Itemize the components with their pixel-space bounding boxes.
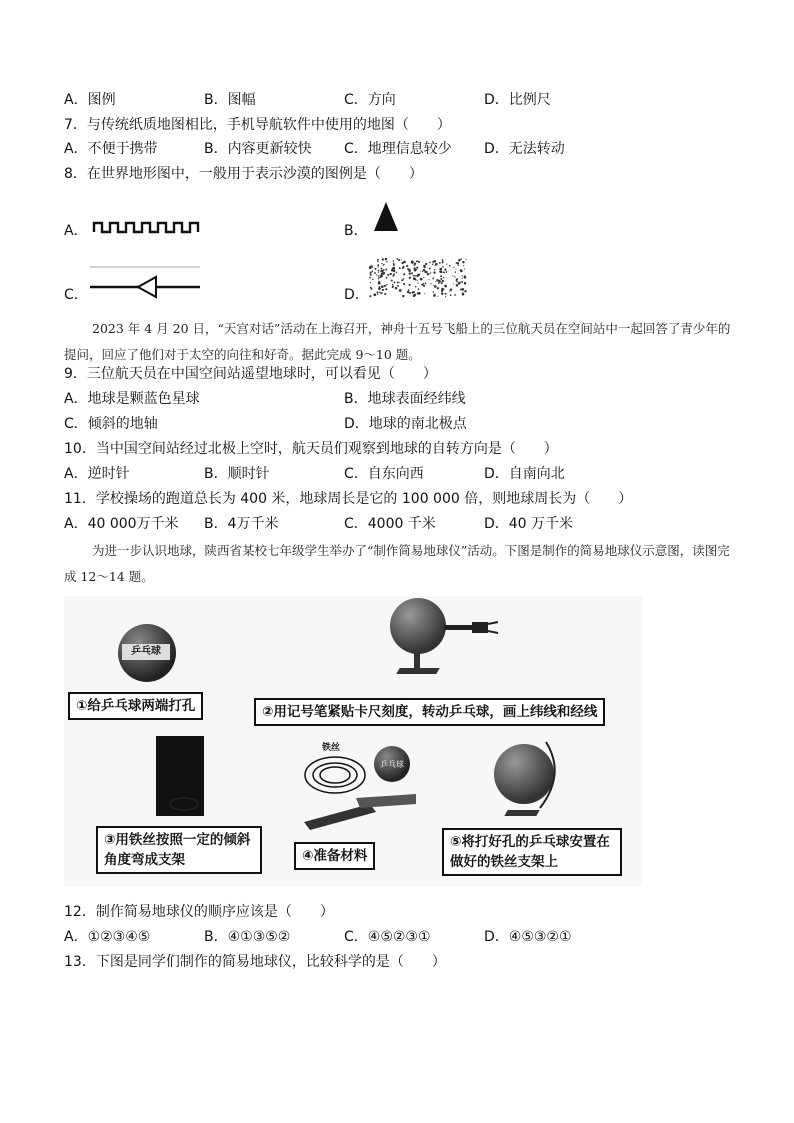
q10-option-c: C．自东向西 [344, 466, 424, 482]
step1-caption: ①给乒乓球两端打孔 [68, 692, 203, 720]
q8-option-b-label: B． [344, 223, 368, 239]
q7-option-a: A．不便于携带 [64, 141, 158, 157]
wire-loop-icon [164, 792, 204, 816]
step5-caption: ⑤将打好孔的乒乓球安置在做好的铁丝支架上 [442, 828, 622, 876]
q6-option-c: C．方向 [344, 92, 396, 108]
q7-option-d: D．无法转动 [484, 141, 565, 157]
q6-option-a: A．图例 [64, 92, 116, 108]
wire-label: 铁丝 [322, 743, 341, 753]
step3-caption: ③用铁丝按照一定的倾斜角度弯成支架 [96, 826, 262, 874]
q10-option-b: B．顺时针 [204, 466, 270, 482]
q12-option-d: D．④⑤③②① [484, 929, 572, 945]
q8-option-c-label: C． [64, 287, 88, 303]
wire-coil-icon [300, 750, 370, 800]
q10-stem: 10．当中国空间站经过北极上空时，航天员们观察到地球的自转方向是（ ） [64, 441, 558, 457]
q7-option-b: B．内容更新较快 [204, 141, 312, 157]
q6-option-b: B．图幅 [204, 92, 256, 108]
q9-option-b: B．地球表面经纬线 [344, 391, 466, 407]
ball-label: 乒乓球 [122, 644, 170, 660]
desert-dots-icon [368, 257, 468, 299]
globe-making-figure [64, 596, 642, 886]
q11-stem: 11．学校操场的跑道总长为 400 米，地球周长是它的 100 000 倍，则地球周长为（ ） [64, 491, 633, 507]
passage-tiangong: 2023 年 4 月 20 日，“天宫对话”活动在上海召开，神舟十五号飞船上的三位航天员在空间站中一起回答了青少年的提问，回应了他们对于太空的向往和好奇。据此完成 9～10 题。 [64, 321, 731, 362]
q12-stem: 12．制作简易地球仪的顺序应该是（ ） [64, 904, 334, 920]
pliers-ruler-icon [300, 794, 420, 834]
marker-pen-icon [442, 616, 502, 640]
q11-option-d: D．40 万千米 [484, 516, 574, 532]
q8-option-a-label: A． [64, 223, 88, 239]
q12-option-a: A．①②③④⑤ [64, 929, 151, 945]
globe-stand-arc-icon [488, 738, 562, 814]
q9-option-d: D．地球的南北极点 [344, 416, 467, 432]
railway-symbol-icon [88, 264, 202, 300]
step4-caption: ④准备材料 [294, 842, 375, 870]
step2-caption: ②用记号笔紧贴卡尺刻度，转动乒乓球，画上纬线和经线 [254, 698, 605, 726]
q11-option-c: C．4000 千米 [344, 516, 436, 532]
q10-option-d: D．自南向北 [484, 466, 565, 482]
q11-option-b: B．4万千米 [204, 516, 279, 532]
q12-option-c: C．④⑤②③① [344, 929, 431, 945]
q12-option-b: B．④①③⑤② [204, 929, 291, 945]
mountain-peak-icon [372, 200, 400, 232]
q9-stem: 9．三位航天员在中国空间站遥望地球时，可以看见（ ） [64, 366, 437, 382]
small-ball-label: 乒乓球 [380, 760, 404, 769]
stand-base [396, 668, 439, 674]
passage-globe-activity: 为进一步认识地球，陕西省某校七年级学生举办了“制作简易地球仪”活动。下图是制作的简易地球仪示意图，读图完成 12～14 题。 [64, 543, 730, 584]
q7-option-c: C．地理信息较少 [344, 141, 452, 157]
q8-option-d-label: D． [344, 287, 369, 303]
q11-option-a: A．40 000万千米 [64, 516, 179, 532]
q13-stem: 13．下图是同学们制作的简易地球仪，比较科学的是（ ） [64, 954, 446, 970]
marked-ball-image [390, 598, 446, 654]
q6-option-d: D．比例尺 [484, 92, 551, 108]
globe-base [504, 810, 539, 816]
q10-option-a: A．逆时针 [64, 466, 130, 482]
q8-stem: 8．在世界地形图中，一般用于表示沙漠的图例是（ ） [64, 166, 423, 182]
q9-option-a: A．地球是颗蓝色星球 [64, 391, 200, 407]
q7-stem: 7．与传统纸质地图相比，手机导航软件中使用的地图（ ） [64, 117, 451, 133]
q9-option-c: C．倾斜的地轴 [64, 416, 158, 432]
cliff-symbol-icon [92, 220, 202, 234]
